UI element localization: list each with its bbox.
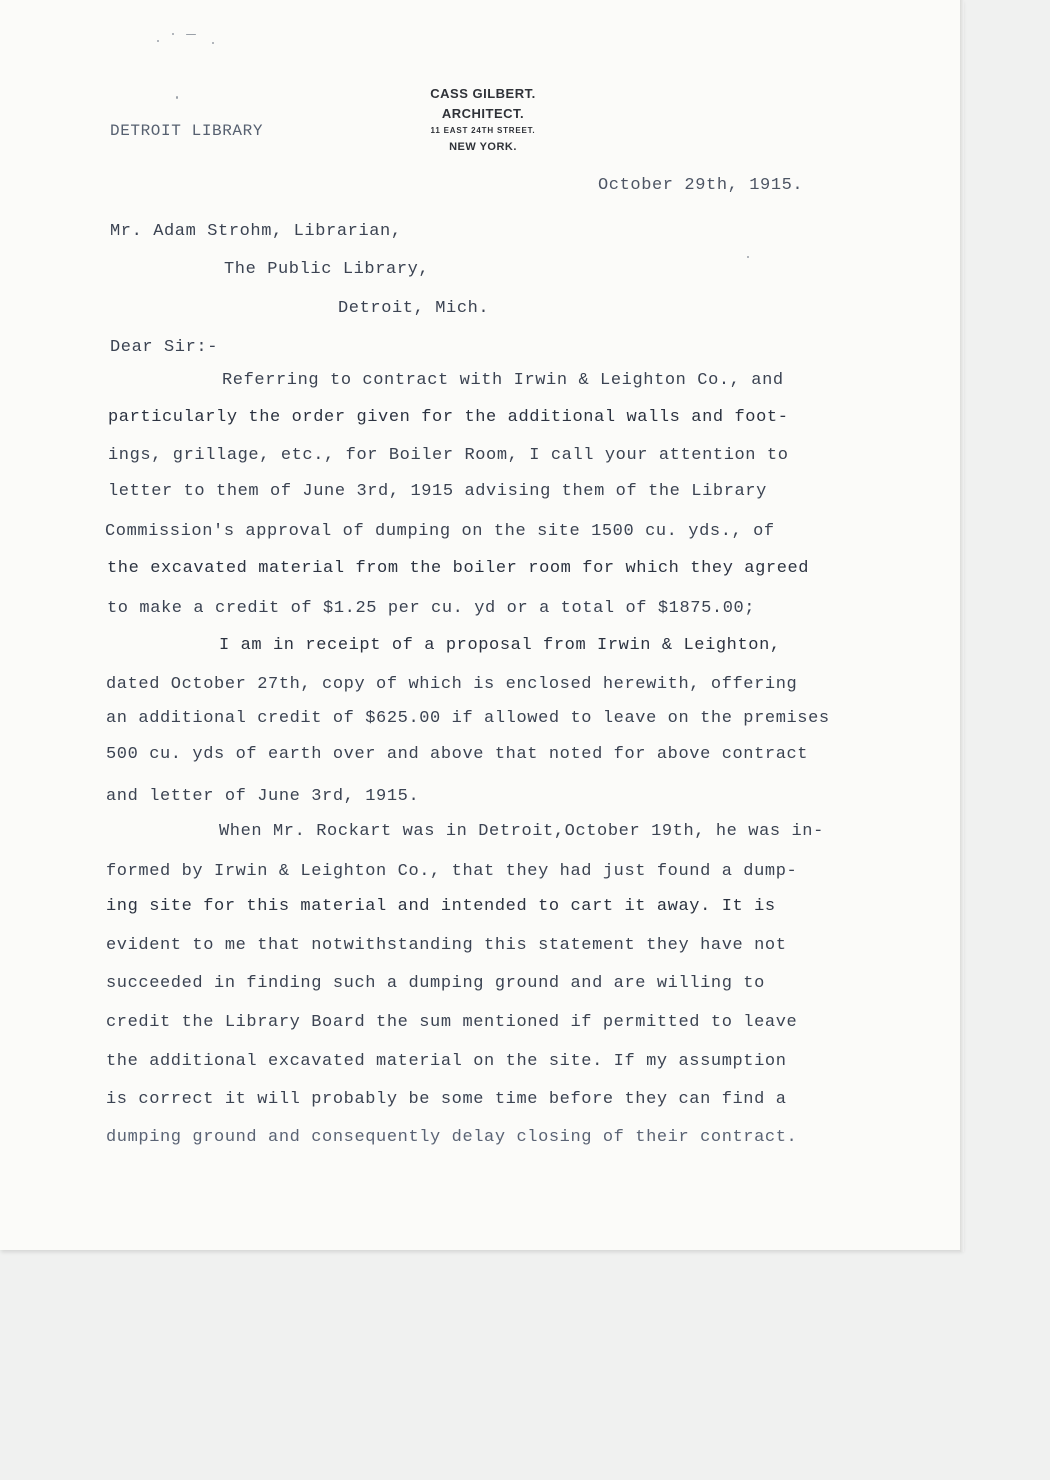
paper-speck [172, 33, 174, 35]
body-line: the excavated material from the boiler room for which they agreed [107, 559, 810, 578]
letterhead-street: 11 EAST 24TH STREET. [430, 126, 536, 135]
body-line: ings, grillage, etc., for Boiler Room, I call your attention to [108, 446, 789, 465]
body-line: credit the Library Board the sum mentioned if permitted to leave [106, 1013, 798, 1032]
recipient-city: Detroit, Mich. [338, 299, 490, 318]
body-line: I am in receipt of a proposal from Irwin & Leighton, [219, 636, 781, 655]
letter-date: October 29th, 1915. [598, 176, 804, 195]
recipient-institution: The Public Library, [224, 260, 430, 279]
letterhead-city: NEW YORK. [449, 141, 517, 153]
page-edge-shadow [960, 0, 964, 1252]
paper-speck [157, 40, 159, 42]
body-line: letter to them of June 3rd, 1915 advising them of the Library [108, 482, 767, 501]
body-line: to make a credit of $1.25 per cu. yd or a total of $1875.00; [107, 599, 756, 618]
body-line: particularly the order given for the additional walls and foot- [108, 408, 789, 427]
letterhead-title: ARCHITECT. [441, 106, 525, 121]
body-line: dumping ground and consequently delay closing of their contract. [106, 1128, 798, 1147]
letterhead-name: CASS GILBERT. [430, 86, 536, 101]
body-line: Commission's approval of dumping on the site 1500 cu. yds., of [105, 522, 775, 541]
body-line: 500 cu. yds of earth over and above that noted for above contract [106, 745, 809, 764]
paper-speck [212, 42, 214, 44]
body-line: succeeded in finding such a dumping ground and are willing to [106, 974, 765, 993]
body-line: is correct it will probably be some time before they can find a [106, 1090, 787, 1109]
body-line: dated October 27th, copy of which is enclosed herewith, offering [106, 675, 798, 694]
paper-speck [186, 34, 196, 35]
body-line: formed by Irwin & Leighton Co., that they had just found a dump- [106, 862, 798, 881]
body-line: an additional credit of $625.00 if allowed to leave on the premises [106, 709, 830, 728]
body-line: evident to me that notwithstanding this statement they have not [106, 936, 787, 955]
paper-speck [747, 256, 749, 258]
body-line: Referring to contract with Irwin & Leighton Co., and [222, 371, 784, 390]
body-line: ing site for this material and intended to cart it away. It is [106, 897, 776, 916]
letterhead [388, 84, 578, 156]
body-line: and letter of June 3rd, 1915. [106, 787, 420, 806]
paper-speck [176, 96, 178, 99]
salutation: Dear Sir:- [110, 338, 219, 357]
recipient-name: Mr. Adam Strohm, Librarian, [110, 222, 402, 241]
body-line: the additional excavated material on the site. If my assumption [106, 1052, 787, 1071]
body-line: When Mr. Rockart was in Detroit,October 19th, he was in- [219, 822, 824, 841]
file-reference: DETROIT LIBRARY [110, 122, 264, 140]
